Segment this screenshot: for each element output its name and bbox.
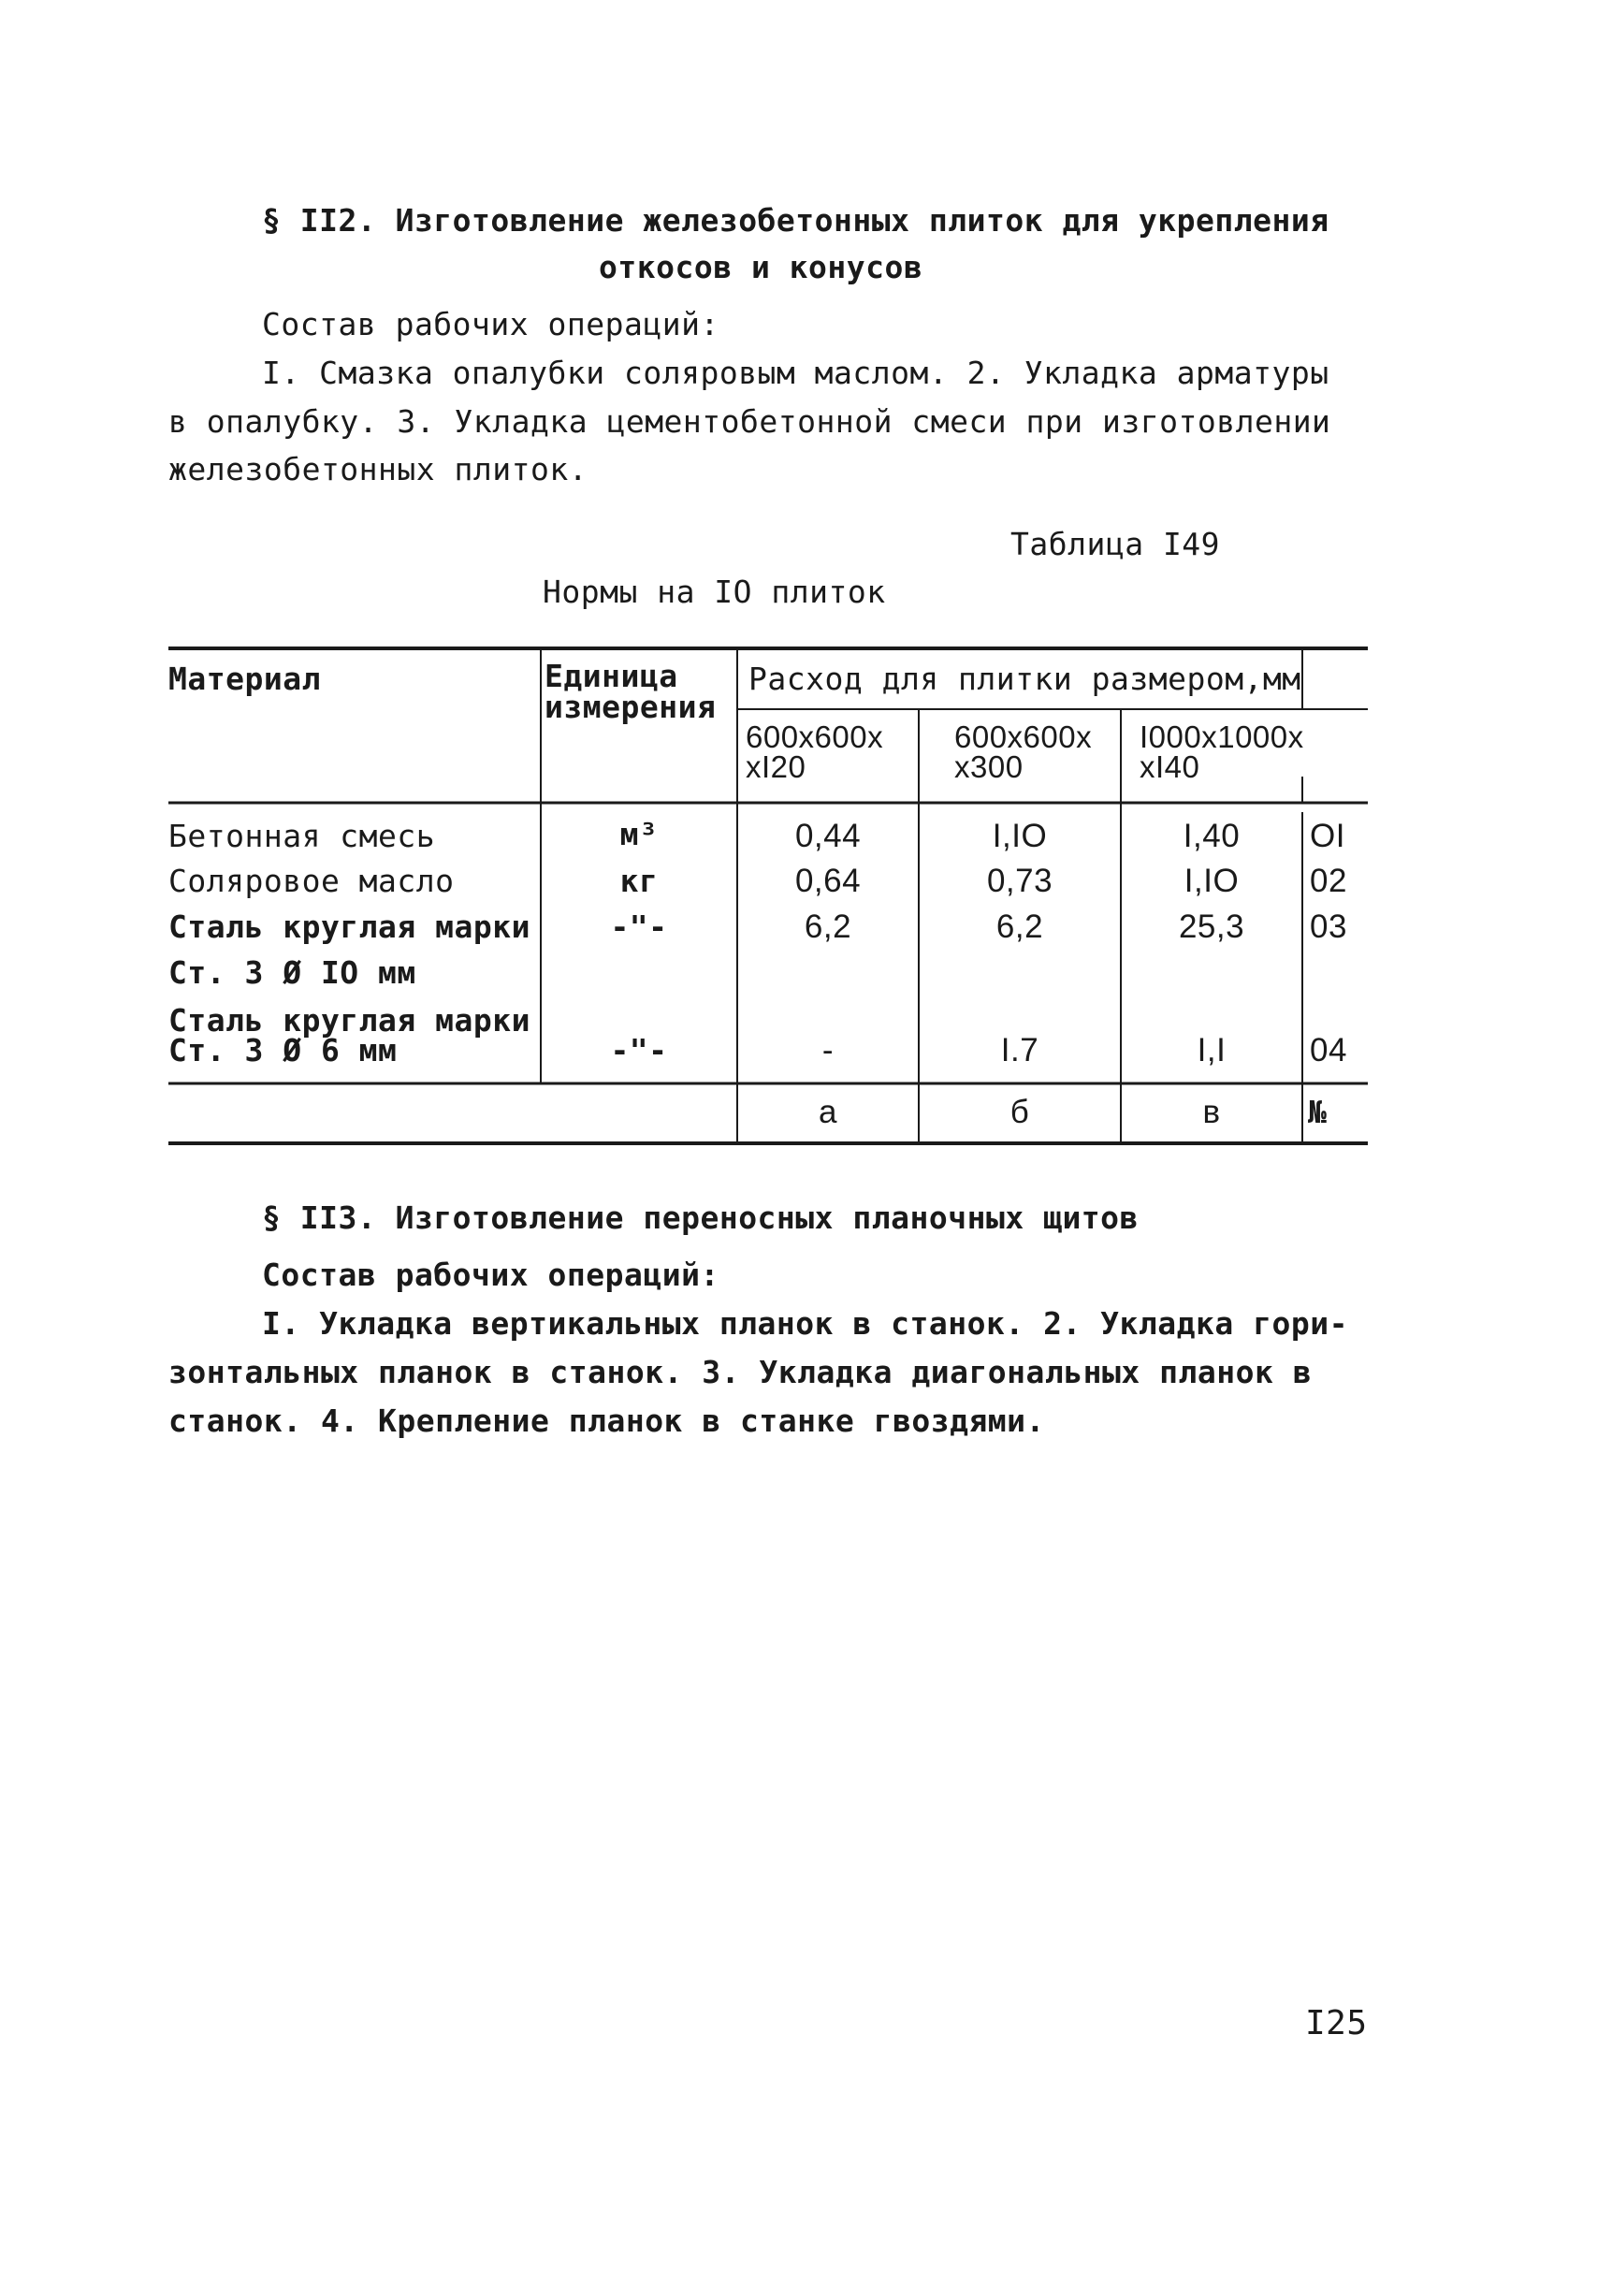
section-113-heading: § II3. Изготовление переносных планочных щитов	[262, 1199, 1139, 1236]
table-row-unit: м³	[619, 816, 659, 852]
section-113-ops-line: I. Укладка вертикальных планок в станок. 2. Укладка гори-	[262, 1305, 1348, 1342]
col-header-size-b: 600x600x	[954, 719, 1093, 754]
table-row-material-cont: Ст. 3 Ø IO мм	[168, 954, 416, 991]
table-row-material: Сталь круглая марки	[168, 1002, 530, 1039]
section-112-heading-cont: откосов и конусов	[599, 249, 923, 285]
table-caption: Нормы на IO плиток	[543, 574, 886, 610]
table-cell-a: -	[821, 1032, 835, 1068]
col-header-size-a: 600x600x	[746, 719, 884, 754]
table-row-material: Соляровое масло	[168, 863, 455, 899]
table-row-material: Бетонная смесь	[168, 818, 436, 854]
section-112-ops-line: в опалубку. 3. Укладка цементобетонной смеси при изготовлении	[168, 403, 1331, 440]
table-cell-a: 6,2	[804, 908, 852, 945]
table-row-number: 04	[1310, 1032, 1347, 1068]
table-label: Таблица I49	[1010, 526, 1221, 562]
table-cell-b: 6,2	[995, 908, 1044, 945]
section-112-heading: § II2. Изготовление железобетонных плиток для укрепления	[262, 202, 1329, 239]
table-footer-b: б	[1009, 1094, 1030, 1130]
table-cell-c: I,IO	[1184, 863, 1240, 899]
page-number: I25	[1305, 2004, 1368, 2042]
table-row-number: 02	[1310, 863, 1347, 899]
table-row-material-cont: Ст. 3 Ø 6 мм	[168, 1032, 398, 1068]
table-cell-c: 25,3	[1178, 908, 1245, 945]
table-row-material: Сталь круглая марки	[168, 908, 530, 945]
table-row-unit: -"-	[610, 908, 668, 945]
table-footer-c: в	[1202, 1094, 1221, 1130]
table-cell-c: I,I	[1197, 1032, 1227, 1068]
col-header-size-c-cont: xI40	[1140, 749, 1200, 784]
col-header-size-c: I000x1000x	[1140, 719, 1304, 754]
section-113-ops-line: зонтальных планок в станок. 3. Укладка диагональных планок в	[168, 1354, 1313, 1390]
col-header-size-a-cont: xI20	[746, 749, 806, 784]
section-113-ops-line: станок. 4. Крепление планок в станке гвоздями.	[168, 1402, 1045, 1439]
table-cell-b: I.7	[1000, 1032, 1039, 1068]
table-cell-a: 0,64	[794, 863, 862, 899]
table-row-unit: кг	[619, 863, 659, 899]
col-header-material: Материал	[168, 661, 321, 697]
section-112-ops-title: Состав рабочих операций:	[262, 306, 719, 342]
col-header-size-b-cont: x300	[954, 749, 1024, 784]
section-112-ops-line: I. Смазка опалубки соляровым маслом. 2. Укладка арматуры	[262, 355, 1329, 391]
table-footer-number: №	[1308, 1094, 1328, 1130]
col-header-consumption: Расход для плитки размером,мм	[748, 661, 1301, 697]
table-row-unit: -"-	[610, 1032, 668, 1068]
table-cell-b: 0,73	[986, 863, 1053, 899]
table-cell-b: I,IO	[992, 818, 1048, 854]
section-113-ops-title: Состав рабочих операций:	[262, 1257, 719, 1293]
table-footer-a: а	[819, 1094, 837, 1130]
table-cell-a: 0,44	[794, 818, 862, 854]
section-112-ops-line: железобетонных плиток.	[168, 451, 588, 487]
col-header-unit-cont: измерения	[545, 689, 717, 725]
table-cell-c: I,40	[1183, 818, 1241, 854]
col-header-unit: Единица	[545, 658, 678, 694]
table-row-number: 03	[1310, 908, 1347, 945]
table-row-number: OI	[1310, 818, 1345, 854]
